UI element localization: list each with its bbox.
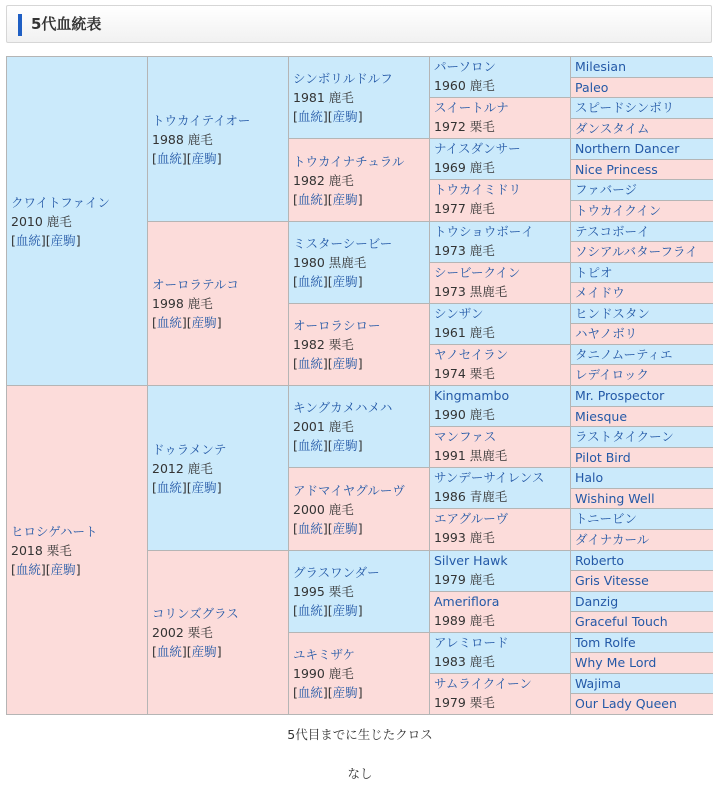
gen5-cell <box>571 427 713 448</box>
pedigree-links <box>293 190 429 209</box>
pedigree-links <box>293 683 429 702</box>
horse-name-link[interactable]: Gris Vitesse <box>575 573 649 588</box>
horse-name-link[interactable]: ソシアルバターフライ <box>575 244 698 259</box>
gen5-cell <box>571 180 713 201</box>
birth-year-color: 1973 黒鹿毛 <box>434 284 508 299</box>
gen3-cell <box>289 468 430 551</box>
pedigree-table <box>6 56 712 715</box>
bracket: ] <box>357 603 363 618</box>
bracket: ] <box>357 356 363 371</box>
gen4-cell <box>430 304 571 345</box>
produce-link[interactable]: 産駒 <box>332 109 358 124</box>
produce-link[interactable]: 産駒 <box>332 356 358 371</box>
pedigree-link[interactable]: 血統 <box>297 603 323 618</box>
birth-year-color: 2010 鹿毛 <box>11 213 72 229</box>
bracket: ] <box>216 315 222 330</box>
gen2-cell <box>148 222 289 386</box>
gen5-cell <box>571 489 713 509</box>
bracket: ] <box>357 274 363 289</box>
pedigree-link[interactable]: 血統 <box>297 520 323 536</box>
horse-name-link[interactable]: ファバージ <box>575 182 638 197</box>
bracket: [ <box>293 109 298 124</box>
birth-year-color: 1974 栗毛 <box>434 366 495 381</box>
gen5-cell <box>571 468 713 489</box>
horse-name-link[interactable]: Our Lady Queen <box>575 696 677 711</box>
horse-name-link[interactable]: トウカイナチュラル <box>293 153 405 169</box>
horse-name-link[interactable]: Kingmambo <box>434 388 510 403</box>
pedigree-link[interactable]: 血統 <box>15 232 41 248</box>
gen5-cell <box>571 304 713 324</box>
horse-name-link[interactable]: パーソロン <box>434 59 497 74</box>
horse-name-link[interactable]: アドマイヤグルーヴ <box>293 482 405 498</box>
gen5-cell <box>571 201 713 222</box>
birth-year-color: 1981 鹿毛 <box>293 90 354 105</box>
horse-name-link[interactable]: トニービン <box>575 511 638 526</box>
gen3-cell <box>289 551 430 633</box>
bracket: ] <box>75 232 81 248</box>
horse-name-link[interactable]: Ameriflora <box>434 594 500 609</box>
bracket: [ <box>293 520 298 536</box>
horse-name-link[interactable]: Why Me Lord <box>575 655 657 670</box>
gen1-cell <box>7 57 148 386</box>
pedigree-links <box>293 354 429 373</box>
birth-year-color: 1969 鹿毛 <box>434 160 495 175</box>
horse-name-link[interactable]: スピードシンボリ <box>575 100 675 115</box>
horse-name-link[interactable]: トピオ <box>575 265 613 280</box>
bracket: ] <box>357 191 363 207</box>
horse-name-link[interactable]: サンデーサイレンス <box>434 470 545 485</box>
bracket: ][ <box>181 479 192 495</box>
gen4-cell <box>430 468 571 509</box>
gen5-cell <box>571 448 713 468</box>
horse-name-link[interactable]: メイドウ <box>575 285 625 300</box>
horse-name-link[interactable]: Tom Rolfe <box>575 635 636 650</box>
pedigree-link[interactable]: 血統 <box>156 479 182 495</box>
birth-year-color: 1991 黒鹿毛 <box>434 448 508 463</box>
pedigree-links <box>293 272 429 291</box>
gen5-cell <box>571 633 713 653</box>
pedigree-links <box>152 642 288 661</box>
produce-link[interactable]: 産駒 <box>332 438 358 453</box>
bracket: ][ <box>40 232 51 248</box>
gen5-cell <box>571 98 713 119</box>
horse-name-link[interactable]: トウカイクイン <box>575 203 662 218</box>
horse-name-link[interactable]: コリンズグラス <box>152 606 239 621</box>
gen5-cell <box>571 386 713 407</box>
gen5-cell <box>571 592 713 612</box>
produce-link[interactable]: 産駒 <box>191 479 217 495</box>
pedigree-link[interactable]: 血統 <box>297 274 323 289</box>
gen3-cell <box>289 386 430 468</box>
birth-year-color: 2001 鹿毛 <box>293 419 354 434</box>
horse-name-link[interactable]: Northern Dancer <box>575 141 680 156</box>
produce-link[interactable]: 産駒 <box>50 561 76 577</box>
bracket: ][ <box>322 438 333 453</box>
birth-year-color: 2002 栗毛 <box>152 625 213 640</box>
bracket: [ <box>11 232 16 248</box>
horse-name-link[interactable]: シンボリルドルフ <box>293 71 393 86</box>
crosses-value: なし <box>347 766 373 781</box>
birth-year-color: 1972 栗毛 <box>434 119 495 134</box>
pedigree-link[interactable]: 血統 <box>156 644 182 659</box>
gen5-cell <box>571 119 713 139</box>
gen2-cell <box>148 551 289 715</box>
horse-name-link[interactable]: Wajima <box>575 676 622 691</box>
gen1-cell <box>7 386 148 715</box>
horse-name-link[interactable]: タニノムーティエ <box>575 347 673 362</box>
produce-link[interactable]: 産駒 <box>191 150 217 166</box>
gen2-cell <box>148 386 289 551</box>
gen3-cell <box>289 304 430 386</box>
horse-name-link[interactable]: ラストタイクーン <box>575 429 674 444</box>
bracket: [ <box>293 191 298 207</box>
pedigree-link[interactable]: 血統 <box>297 356 323 371</box>
gen4-cell <box>430 633 571 674</box>
gen5-cell <box>571 324 713 345</box>
horse-name-link[interactable]: オーロラシロー <box>293 318 381 333</box>
pedigree-links <box>293 436 429 455</box>
bracket: [ <box>293 438 298 453</box>
horse-name-link[interactable]: マンファス <box>434 429 497 444</box>
gen5-cell <box>571 263 713 283</box>
horse-name-link[interactable]: サムライクイーン <box>434 676 532 691</box>
pedigree-link[interactable]: 血統 <box>297 191 323 207</box>
horse-name-link[interactable]: シンザン <box>434 306 484 321</box>
crosses-title: 5代目までに生じたクロス <box>287 727 433 742</box>
gen5-cell <box>571 283 713 304</box>
produce-link[interactable]: 産駒 <box>332 520 358 536</box>
birth-year-color: 1982 栗毛 <box>293 337 354 352</box>
gen4-cell <box>430 98 571 139</box>
bracket: ] <box>216 479 222 495</box>
birth-year-color: 2018 栗毛 <box>11 542 72 558</box>
gen4-cell <box>430 180 571 222</box>
gen5-cell <box>571 139 713 160</box>
gen5-cell <box>571 57 713 78</box>
gen5-cell <box>571 612 713 633</box>
bracket: ] <box>357 109 363 124</box>
gen5-cell <box>571 509 713 530</box>
produce-link[interactable]: 産駒 <box>332 685 358 700</box>
gen3-cell <box>289 222 430 304</box>
gen5-cell <box>571 653 713 674</box>
horse-name-link[interactable]: Silver Hawk <box>434 553 508 568</box>
horse-name-link[interactable]: ミスターシービー <box>293 236 393 251</box>
horse-name-link[interactable]: Miesque <box>575 409 628 424</box>
gen4-cell <box>430 509 571 551</box>
birth-year-color: 1986 青鹿毛 <box>434 489 508 504</box>
birth-year-color: 1961 鹿毛 <box>434 325 495 340</box>
pedigree-links <box>152 149 288 168</box>
gen5-cell <box>571 160 713 180</box>
bracket: ][ <box>181 150 192 166</box>
horse-name-link[interactable]: スイートルナ <box>434 100 509 115</box>
bracket: ][ <box>322 685 333 700</box>
pedigree-link[interactable]: 血統 <box>297 438 323 453</box>
bracket: ] <box>216 150 222 166</box>
gen4-cell <box>430 427 571 468</box>
horse-name-link[interactable]: ユキミザケ <box>293 647 356 662</box>
birth-year-color: 2012 鹿毛 <box>152 460 213 476</box>
bracket: [ <box>293 274 298 289</box>
birth-year-color: 1960 鹿毛 <box>434 78 495 93</box>
horse-name-link[interactable]: Roberto <box>575 553 625 568</box>
birth-year-color: 1983 鹿毛 <box>434 654 495 669</box>
section-header <box>6 5 712 43</box>
pedigree-link[interactable]: 血統 <box>297 685 323 700</box>
horse-name-link[interactable]: クワイトファイン <box>11 194 111 210</box>
horse-name-link[interactable]: Paleo <box>575 80 609 95</box>
bracket: ][ <box>40 561 51 577</box>
horse-name-link[interactable]: Wishing Well <box>575 491 655 506</box>
horse-name-link[interactable]: シービークイン <box>434 265 521 280</box>
pedigree-links <box>11 231 147 250</box>
birth-year-color: 1990 鹿毛 <box>293 666 354 681</box>
bracket: ] <box>357 520 363 536</box>
gen5-cell <box>571 571 713 592</box>
bracket: [ <box>11 561 16 577</box>
birth-year-color: 1993 鹿毛 <box>434 530 495 545</box>
gen4-cell <box>430 674 571 715</box>
horse-name-link[interactable]: Danzig <box>575 594 619 609</box>
horse-name-link[interactable]: ナイスダンサー <box>434 141 521 156</box>
header-accent-bar <box>18 14 22 36</box>
bracket: ][ <box>322 109 333 124</box>
gen3-cell <box>289 57 430 139</box>
birth-year-color: 1977 鹿毛 <box>434 201 495 216</box>
gen4-cell <box>430 263 571 304</box>
horse-name-link[interactable]: エアグルーヴ <box>434 511 509 526</box>
bracket: [ <box>293 603 298 618</box>
gen3-cell <box>289 633 430 715</box>
bracket: [ <box>293 356 298 371</box>
bracket: ][ <box>181 315 192 330</box>
horse-name-link[interactable]: テスコボーイ <box>575 224 650 239</box>
gen4-cell <box>430 386 571 427</box>
horse-name-link[interactable]: ダイナカール <box>575 532 650 547</box>
gen5-cell <box>571 551 713 571</box>
produce-link[interactable]: 産駒 <box>332 274 358 289</box>
bracket: ][ <box>322 603 333 618</box>
pedigree-links <box>293 601 429 620</box>
horse-name-link[interactable]: Nice Princess <box>575 162 658 177</box>
bracket: ][ <box>322 356 333 371</box>
gen5-cell <box>571 674 713 694</box>
gen4-cell <box>430 57 571 98</box>
bracket: ] <box>75 561 81 577</box>
pedigree-link[interactable]: 血統 <box>297 109 323 124</box>
horse-name-link[interactable]: ドゥラメンテ <box>152 441 227 457</box>
gen4-cell <box>430 345 571 386</box>
birth-year-color: 1995 栗毛 <box>293 584 354 599</box>
gen5-cell <box>571 407 713 427</box>
produce-link[interactable]: 産駒 <box>50 232 76 248</box>
birth-year-color: 1998 鹿毛 <box>152 296 213 311</box>
bracket: [ <box>152 479 157 495</box>
horse-name-link[interactable]: トウカイテイオー <box>152 112 251 128</box>
bracket: ][ <box>181 644 192 659</box>
horse-name-link[interactable]: ヒロシゲハート <box>11 523 98 539</box>
gen5-cell <box>571 78 713 98</box>
horse-name-link[interactable]: Graceful Touch <box>575 614 668 629</box>
horse-name-link[interactable]: ダンスタイム <box>575 121 650 136</box>
birth-year-color: 1990 鹿毛 <box>434 407 495 422</box>
produce-link[interactable]: 産駒 <box>191 644 217 659</box>
horse-name-link[interactable]: トウショウボーイ <box>434 224 534 239</box>
birth-year-color: 1988 鹿毛 <box>152 131 213 147</box>
gen5-cell <box>571 222 713 242</box>
horse-name-link[interactable]: トウカイミドリ <box>434 182 522 197</box>
bracket: ] <box>216 644 222 659</box>
bracket: ][ <box>322 520 333 536</box>
gen2-cell <box>148 57 289 222</box>
horse-name-link[interactable]: Mr. Prospector <box>575 388 665 403</box>
gen5-cell <box>571 242 713 263</box>
birth-year-color: 1980 黒鹿毛 <box>293 255 367 270</box>
horse-name-link[interactable]: オーロラテルコ <box>152 277 239 292</box>
gen3-cell <box>289 139 430 222</box>
birth-year-color: 1982 鹿毛 <box>293 172 354 188</box>
gen4-cell <box>430 592 571 633</box>
bracket: [ <box>152 150 157 166</box>
horse-name-link[interactable]: アレミロード <box>434 635 509 650</box>
gen4-cell <box>430 222 571 263</box>
pedigree-link[interactable]: 血統 <box>156 315 182 330</box>
gen5-cell <box>571 365 713 386</box>
produce-link[interactable]: 産駒 <box>332 191 358 207</box>
bracket: ] <box>357 685 363 700</box>
gen5-cell <box>571 345 713 365</box>
pedigree-links <box>293 107 429 126</box>
pedigree-links <box>152 478 288 497</box>
gen4-cell <box>430 139 571 180</box>
bracket: ][ <box>322 191 333 207</box>
pedigree-link[interactable]: 血統 <box>15 561 41 577</box>
gen5-cell <box>571 694 713 715</box>
bracket: ] <box>357 438 363 453</box>
pedigree-links <box>152 313 288 332</box>
horse-name-link[interactable]: Milesian <box>575 59 626 74</box>
bracket: [ <box>152 315 157 330</box>
horse-name-link[interactable]: ヤノセイラン <box>434 347 509 362</box>
birth-year-color: 1979 栗毛 <box>434 695 495 710</box>
pedigree-links <box>293 519 429 538</box>
gen4-cell <box>430 551 571 592</box>
bracket: [ <box>293 685 298 700</box>
horse-name-link[interactable]: グラスワンダー <box>293 565 380 580</box>
horse-name-link[interactable]: キングカメハメハ <box>293 400 393 415</box>
produce-link[interactable]: 産駒 <box>191 315 217 330</box>
section-title: 5代血統表 <box>31 15 102 33</box>
horse-name-link[interactable]: ヒンドスタン <box>575 306 650 321</box>
horse-name-link[interactable]: Halo <box>575 470 604 485</box>
pedigree-links <box>11 560 147 579</box>
birth-year-color: 1989 鹿毛 <box>434 613 495 628</box>
birth-year-color: 2000 鹿毛 <box>293 501 354 517</box>
horse-name-link[interactable]: ハヤノボリ <box>575 326 638 341</box>
horse-name-link[interactable]: レデイロック <box>575 367 649 382</box>
horse-name-link[interactable]: Pilot Bird <box>575 450 631 465</box>
gen5-cell <box>571 530 713 551</box>
produce-link[interactable]: 産駒 <box>332 603 358 618</box>
bracket: ][ <box>322 274 333 289</box>
birth-year-color: 1973 鹿毛 <box>434 243 495 258</box>
birth-year-color: 1979 鹿毛 <box>434 572 495 587</box>
pedigree-link[interactable]: 血統 <box>156 150 182 166</box>
bracket: [ <box>152 644 157 659</box>
